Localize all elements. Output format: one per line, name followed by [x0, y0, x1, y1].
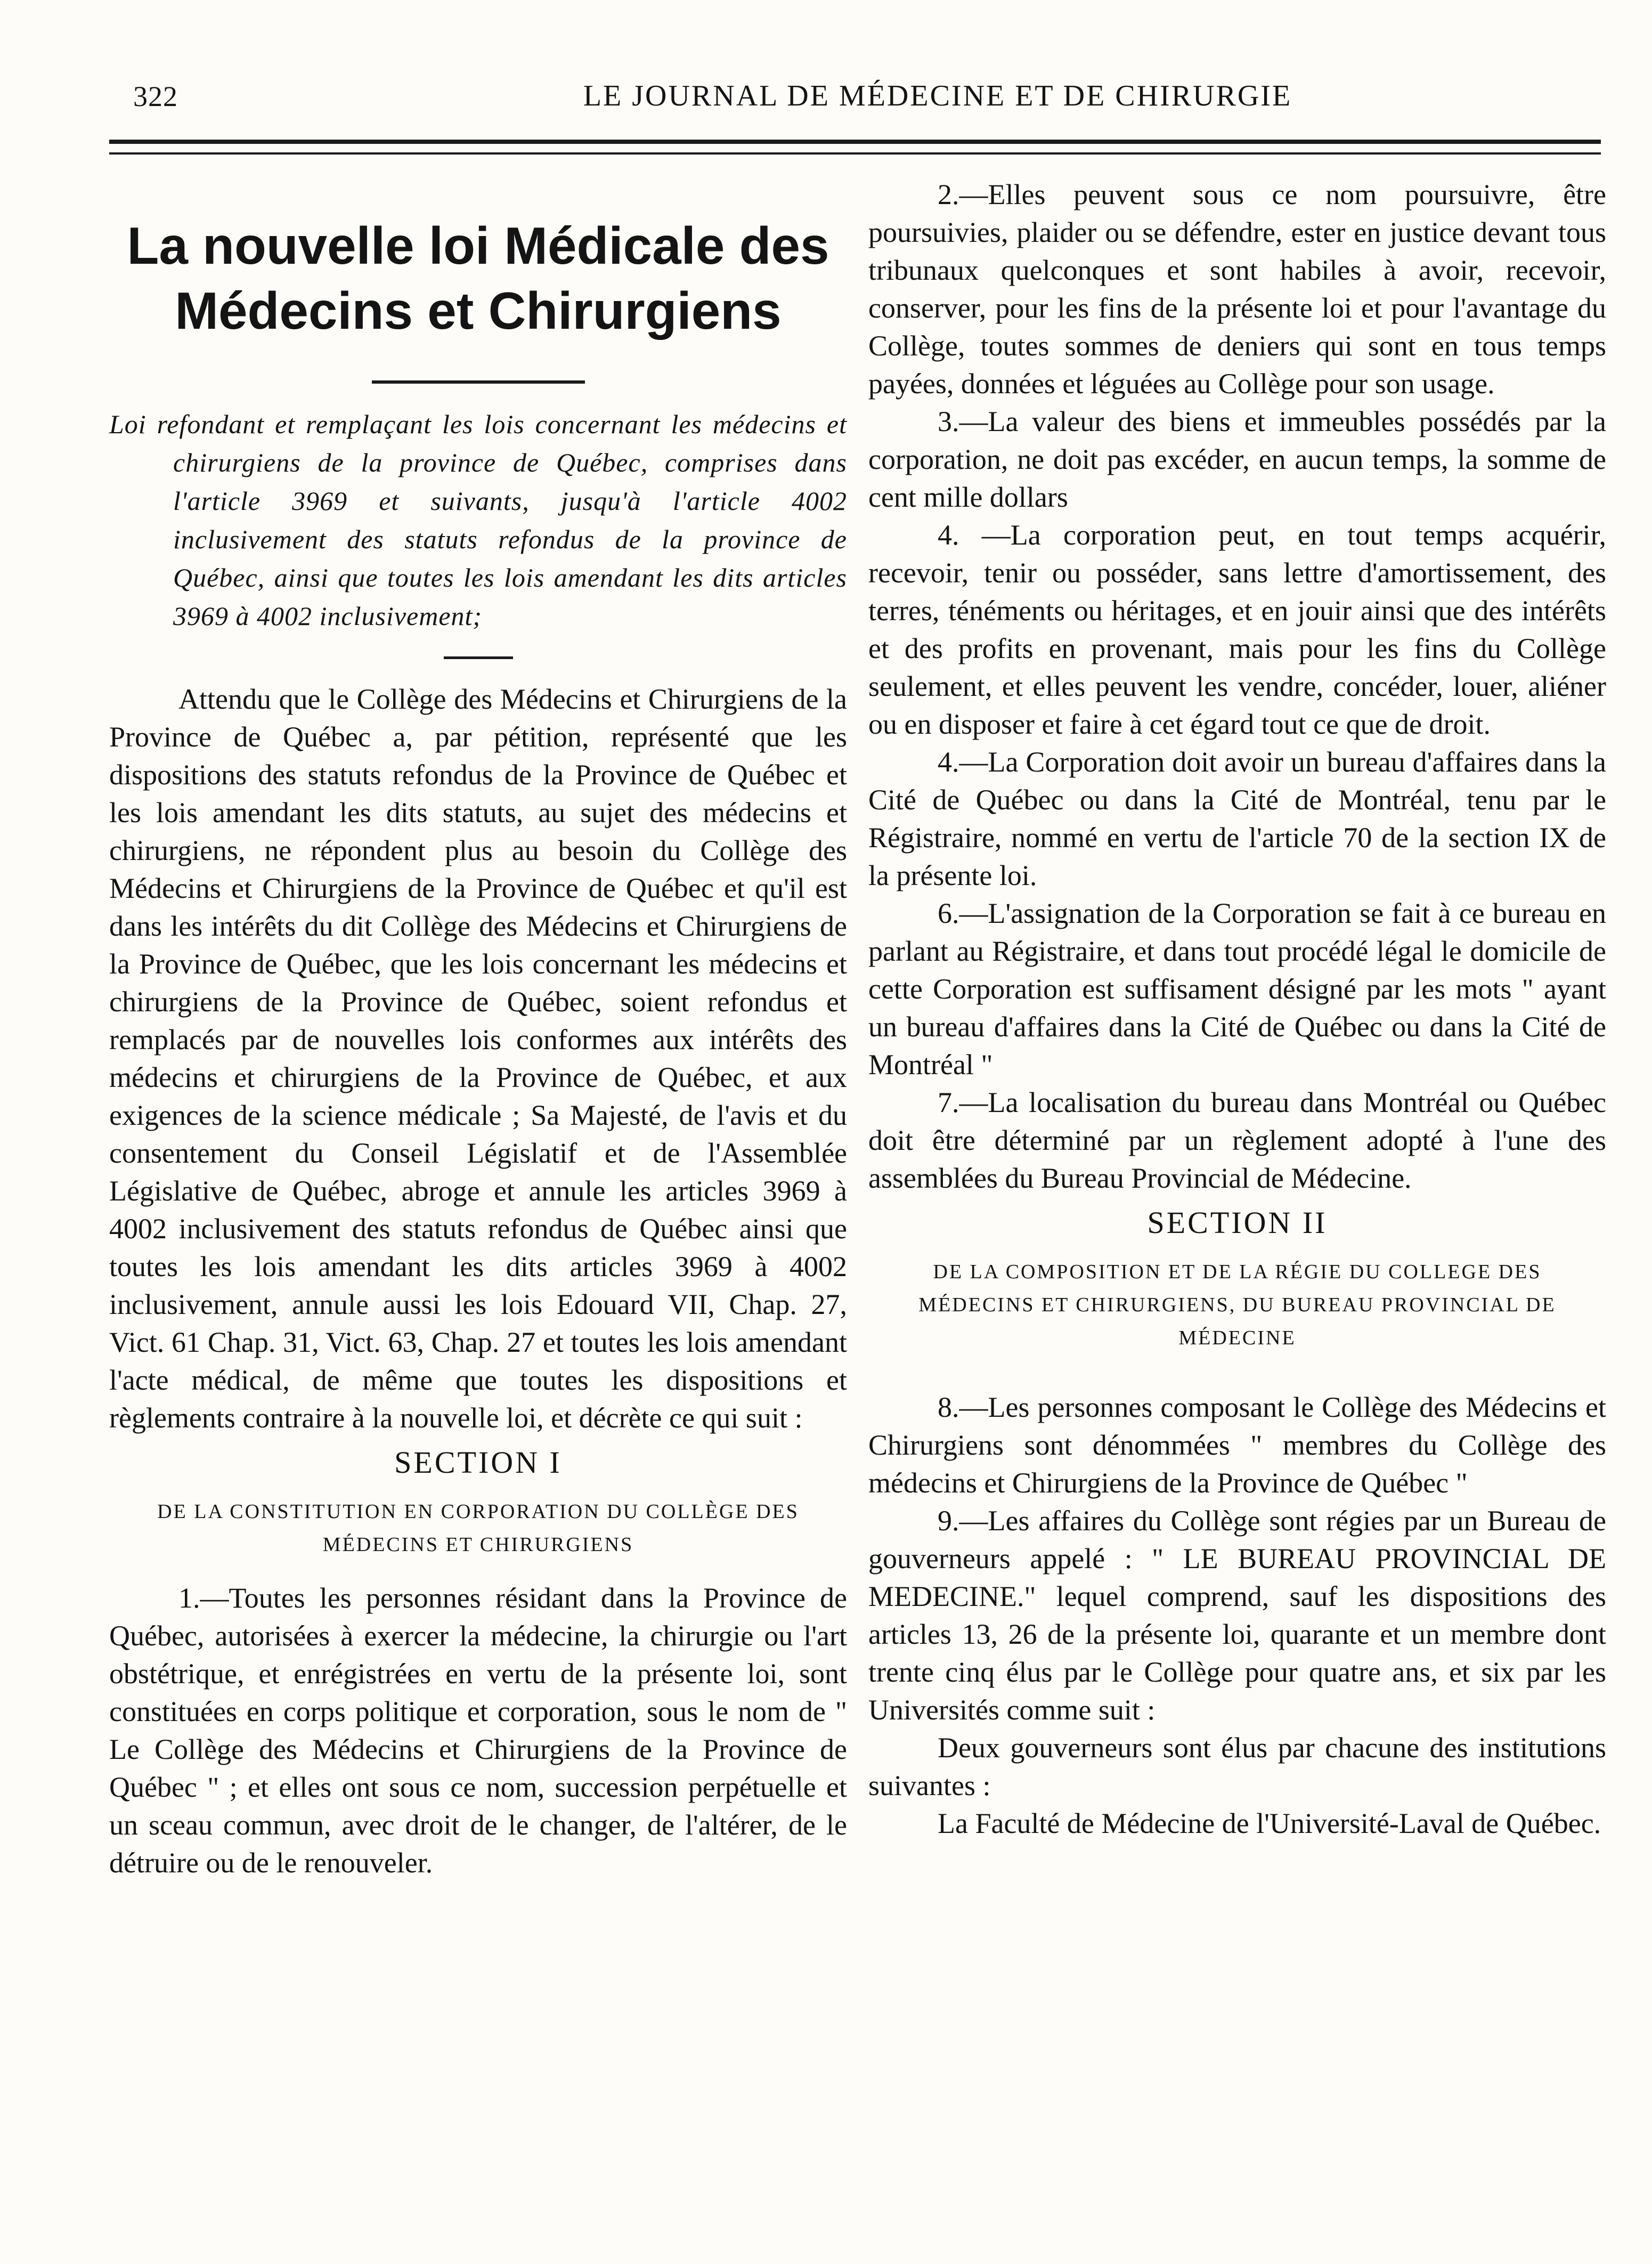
title-divider: [372, 380, 585, 384]
short-divider: [444, 656, 513, 659]
article-paragraph-7: 7.—La localisation du bureau dans Montréal ou Québec doit être déterminé par un règlement adopté à l'une des assemblées du Bureau Provincial de Médecine.: [868, 1086, 1606, 1194]
article-paragraph-4a: 4. —La corporation peut, en tout temps acquérir, recevoir, tenir ou posséder, sans lettre d'amortissement, des terres, ténéments ou héritages, et en jouir ainsi que des intérêts et des profits en provenant, mais pour les fins du Collège seulement, et elles peuvent les vendre, concéder, louer, aliéner ou en disposer et faire à cet égard tout ce que de droit.: [868, 519, 1606, 740]
running-head: LE JOURNAL DE MÉDECINE ET DE CHIRURGIE: [583, 79, 1292, 112]
header-rule: [109, 140, 1601, 144]
right-column: [868, 176, 1606, 1843]
article-paragraph-2: 2.—Elles peuvent sous ce nom poursuivre, être poursuivies, plaider ou se défendre, ester en justice devant tous tribunaux quelconques et sont habiles à avoir, recevoir, conserver, pour les fins de la présente loi et pour l'avantage du Collège, toutes sommes de deniers qui sont en tous temps payées, données et léguées au Collège pour son usage.: [868, 178, 1606, 400]
section-2-heading: SECTION II: [1147, 1205, 1328, 1240]
article-paragraph-1: 1.—Toutes les personnes résidant dans la Province de Québec, autorisées à exercer la médecine, la chirurgie ou l'art obstétrique, et enrégistrées en vertu de la présente loi, sont constituées en corps politique et corporation, sous le nom de " Le Collège des Médecins et Chirurgiens de la Province de Québec " ; et elles ont sous ce nom, succession perpétuelle et un sceau commun, avec droit de le changer, de l'altérer, de le détruire ou de le renouveler.: [109, 1582, 847, 1879]
article-paragraph-10: Deux gouverneurs sont élus par chacune des institutions suivantes :: [868, 1732, 1606, 1802]
article-paragraph-11: La Faculté de Médecine de l'Université-Laval de Québec.: [938, 1807, 1601, 1839]
section-2-description: DE LA COMPOSITION ET DE LA RÉGIE DU COLLEGE DES MÉDECINS ET CHIRURGIENS, DU BUREAU PROVINCIAL DE MÉDECINE: [918, 1261, 1556, 1349]
article-subtitle: Loi refondant et remplaçant les lois concernant les médecins et chirurgiens de la province de Québec, comprises dans l'article 3969 et suivants, jusqu'à l'article 4002 inclusivement des statuts refondus de la province de Québec, ainsi que toutes les lois amendant les dits articles 3969 à 4002 inclusivement;: [109, 409, 847, 631]
header-rule-thin: [109, 152, 1601, 155]
article-paragraph-3: 3.—La valeur des biens et immeubles possédés par la corporation, ne doit pas excéder, en aucun temps, la somme de cent mille dollars: [868, 405, 1606, 513]
left-column: [109, 176, 847, 1882]
article-paragraph-6: 6.—L'assignation de la Corporation se fait à ce bureau en parlant au Régistraire, et dans tout procédé légal le domicile de cette Corporation est suffisament désigné par les mots " ayant un bureau d'affaires dans la Cité de Québec ou dans la Cité de Montréal ": [868, 897, 1606, 1081]
section-1-description: DE LA CONSTITUTION EN CORPORATION DU COLLÈGE DES MÉDECINS ET CHIRURGIENS: [157, 1500, 799, 1556]
section-1-heading: SECTION I: [394, 1445, 562, 1480]
article-paragraph-4b: 4.—La Corporation doit avoir un bureau d'affaires dans la Cité de Québec ou dans la Cité de Montréal, tenu par le Régistraire, nommé en vertu de l'article 70 de la section IX de la présente loi.: [868, 746, 1606, 891]
article-paragraph-8: 8.—Les personnes composant le Collège des Médecins et Chirurgiens sont dénommées " membres du Collège des médecins et Chirurgiens de la Province de Québec ": [868, 1391, 1606, 1499]
page-number: 322: [133, 80, 178, 112]
article-paragraph-9: 9.—Les affaires du Collège sont régies par un Bureau de gouverneurs appelé : " LE BUREAU PROVINCIAL DE MEDECINE." lequel comprend, sauf les dispositions des articles 13, 26 de la présente loi, quarante et un membre dont trente cinq élus par le Collège pour quatre ans, et six par les Universités comme suit :: [868, 1505, 1606, 1726]
article-title: La nouvelle loi Médicale des Médecins et Chirurgiens: [127, 216, 829, 340]
preamble-paragraph: Attendu que le Collège des Médecins et Chirurgiens de la Province de Québec a, par pétition, représenté que les dispositions des statuts refondus de la Province de Québec et les lois amendant les dits statuts, au sujet des médecins et chirurgiens, ne répondent plus au besoin du Collège des Médecins et Chirurgiens de la Province de Québec et qu'il est dans les intérêts du dit Collège des Médecins et Chirurgiens de la Province de Québec, que les lois concernant les médecins et chirurgiens de la Province de Québec, soient refondus et remplacés par de nouvelles lois conformes aux intérêts des médecins et chirurgiens de la Province de Québec, et aux exigences de la science médicale ; Sa Majesté, de l'avis et du consentement du Conseil Législatif et de l'Assemblée Législative de Québec, abroge et annule les articles 3969 à 4002 inclusivement des statuts refondus de Québec ainsi que toutes les lois amendant les dits articles 3969 à 4002 inclusivement, annule aussi les lois Edouard VII, Chap. 27, Vict. 61 Chap. 31, Vict. 63, Chap. 27 et toutes les lois amendant l'acte médical, de même que toutes les dispositions et règlements contraire à la nouvelle loi, et décrète ce qui suit :: [109, 683, 847, 1434]
